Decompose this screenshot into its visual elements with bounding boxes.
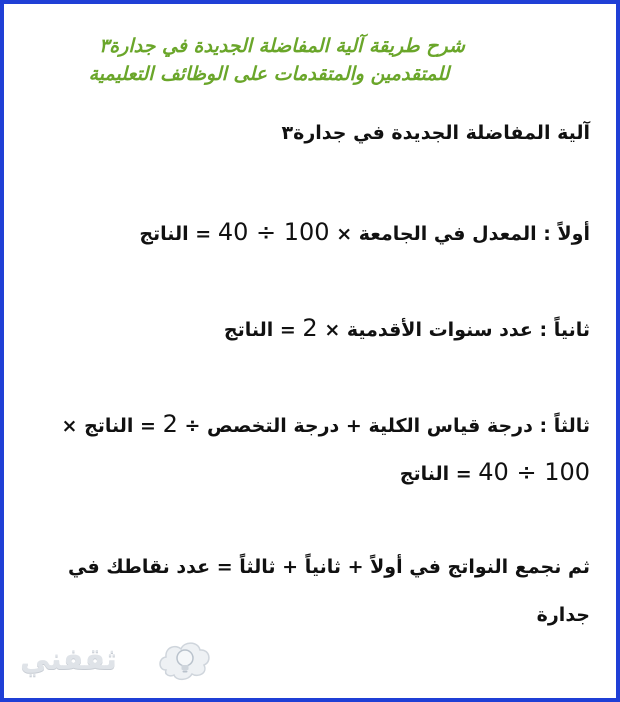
step-first-op: ÷ xyxy=(248,218,284,246)
step-third-result: = الناتج × xyxy=(61,415,163,437)
step-third-label: ثالثاً xyxy=(553,415,590,437)
lightbulb-icon xyxy=(156,636,214,686)
title-line-1: شرح طريقة آلية المفاضلة الجديدة في جدارة٣ xyxy=(99,35,465,57)
step-first: أولاً : المعدل في الجامعة × 40 ÷ 100 = الناتج xyxy=(139,218,590,246)
step-third-n1: 2 xyxy=(162,410,178,438)
step-third-line2-n1: 40 xyxy=(478,458,509,486)
title-line-2: للمتقدمين والمتقدمات على الوظائف التعليمية xyxy=(88,63,450,85)
step-third: ثالثاً : درجة قياس الكلية + درجة التخصص ÷ 2 = الناتج × xyxy=(61,410,590,438)
step-first-n1: 40 xyxy=(217,218,249,246)
step-first-text: المعدل في الجامعة × xyxy=(329,223,537,245)
section-heading: آلية المفاضلة الجديدة في جدارة٣ xyxy=(281,122,590,144)
watermark xyxy=(20,634,220,694)
step-second-result: = الناتج xyxy=(223,319,303,341)
step-third-line2-result: = الناتج xyxy=(399,463,479,485)
step-first-result: = الناتج xyxy=(139,223,218,245)
summary-line-2: جدارة xyxy=(536,604,590,626)
step-third-text: درجة قياس الكلية + درجة التخصص ÷ xyxy=(177,415,533,437)
step-third-continued xyxy=(400,458,590,486)
step-third-line2-op: ÷ xyxy=(508,458,545,486)
step-third-line2-n2: 100 xyxy=(544,458,590,486)
step-first-n2: 100 xyxy=(283,218,330,246)
step-first-label: أولاً xyxy=(557,223,590,245)
step-second-n1: 2 xyxy=(302,314,318,342)
step-second: ثانياً : عدد سنوات الأقدمية × 2 = الناتج xyxy=(223,314,590,342)
watermark-text: ثقفني xyxy=(20,642,118,677)
article-content xyxy=(26,4,590,698)
step-second-label: ثانياً xyxy=(553,319,590,341)
summary-line-1: ثم نجمع النواتج في أولاً + ثانياً + ثالثاً = عدد نقاطك في xyxy=(68,556,590,578)
step-second-text: عدد سنوات الأقدمية × xyxy=(317,319,533,341)
